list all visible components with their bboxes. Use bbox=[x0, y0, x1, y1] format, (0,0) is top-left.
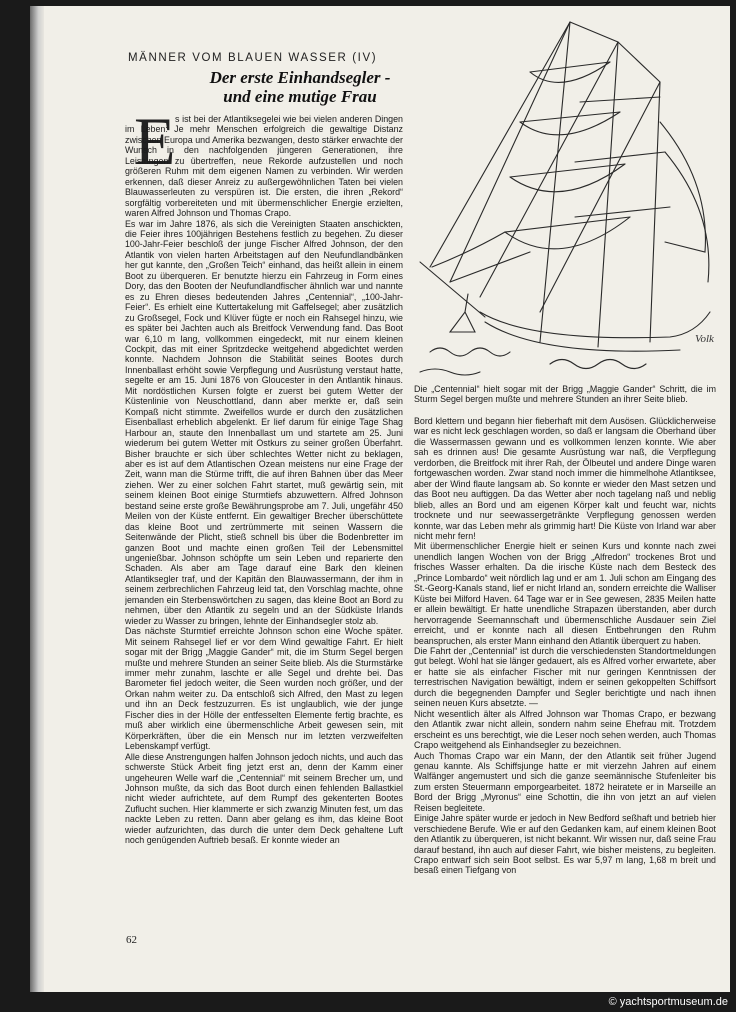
article-headline bbox=[150, 68, 450, 106]
paragraph: Einige Jahre später wurde er jedoch in New Bedford seßhaft und betrieb hier verschiedene Berufe. Wie er auf den Gedanken kam, auf einem kleinen Boot den Atlantik zu überqueren, ist nicht bekannt. Wir wissen nur, daß seine Frau darauf bestand, ihn auch auf dieser Fahrt, wie bisher meistens, zu begleiten. Crapo entwarf sich sein Boot selbst. Es war 5,97 m lang, 1,68 m breit und besaß einen Tiefgang von bbox=[414, 813, 716, 876]
right-text-column bbox=[414, 416, 716, 956]
page-binding bbox=[30, 6, 44, 992]
page-number: 62 bbox=[126, 934, 137, 946]
series-kicker: MÄNNER VOM BLAUEN WASSER (IV) bbox=[128, 52, 378, 64]
artist-signature: Volk bbox=[695, 333, 714, 345]
paragraph: Es war im Jahre 1876, als sich die Vereinigten Staaten anschickten, die Feier ihres 100jährigen Bestehens festlich zu begehen. Zu dieser 100-Jahr-Feier beschloß der junge Fischer Alfred Johnson, der den Atlantik von vielen harten Arbeitstagen auf den Neufundlandbänken her gut kannte, den „Großen Teich“ einhand, das heißt allein in einem Boot zu überqueren. Er benutzte hierzu ein Fahrzeug in Form eines Dory, das den Booten der Neufundlandfischer ähnlich war und nannte es zu Ehren dieses bedeutenden Jahres „Centennial“, „100-Jahr-Feier“. Es erhielt eine Kuttertakelung mit Gaffelsegel; aber zusätzlich zu Großsegel, Fock und Klüver fügte er noch ein Rahsegel hinzu, wie es später bei Jachten auch als Breitfock Verwendung fand. Das Boot war 6,10 m lang, vollkommen eingedeckt, mit nur einem kleinen Cockpit, das mit einer Spritzdecke weitgehend abgedichtet werden konnte. Nachdem Johnson die Stabilität seines Bootes durch Innenballast erhöht sowie Verpflegung und Ausrüstung verstaut hatte, segelte er am 15. Juni 1876 von Gloucester in den Antlantik hinaus. Mit nordöstlichen Kursen folgte er zuerst bei gutem Wetter der Küstenlinie von Neuschottland, dann aber merkte er, daß sein Kompaß nicht stimmte. Zweifellos wurde er durch den zusätzlichen Eisenballast erheblich abgelenkt. Er lief darum für einige Tage Shag Harbour an, staute den Innenballast um und startete am 25. Juni wiederum bei gutem Wetter mit Ostkurs zu seiner großen Überfahrt. Bisher brauchte er sich über schlechtes Wetter nicht zu beklagen, aber es ist auf dem Atlantischen Ozean meistens nur eine Frage der Zeit, wann man die Stürme trifft, die auf ihren Bahnen über das Meer ziehen. Wer zu einer solchen Fahrt startet, muß gewärtig sein, mit seinem kleinen Boot einige Sturmtiefs abzuwettern. Alfred Johnson bestand seine erste große Bewährungsprobe am 7. Juli, ungefähr 450 Meilen von der Küste entfernt. Ein gewaltiger Brecher überschüttete das kleine Boot und zertrümmerte mit seinen Wassern die Seitenwände der Plicht, stieß schnell bis über die Bodenbretter im ganzen Boot und machte einen großen Teil der Lebensmittel ungenießbar. Johnson schöpfte um sein Leben und reparierte den Schaden. Als aber am Tage darauf eine Bark den kleinen Atlantiksegler traf, und der Kapitän den Blauwassermann, der ihm in seinem zerbrechlichen Fahrzeug leid tat, den Vorschlag machte, ohne jemanden ein Sterbenswörtchen zu sagen, das kleine Boot an Bord zu nehmen, über den Atlantik zu segeln und an der Südküste Irlands wieder zu Wasser zu bringen, lehnte der Einhandsegler stolz ab. bbox=[125, 218, 403, 626]
paragraph: Auch Thomas Crapo war ein Mann, der den Atlantik seit früher Jugend genau kannte. Als Schiffsjunge hatte er mit vierzehn Jahren auf einem Walfänger angemustert und sich die ganze seemännische Stufenleiter bis zum ersten Steuermann emporgearbeitet. 1872 heiratete er in Marseille an Bord der Brigg „Myronus“ eine Schottin, die ihn von jetzt an auf vielen Reisen begleitete. bbox=[414, 750, 716, 813]
paragraph: Alle diese Anstrengungen halfen Johnson jedoch nichts, und auch das schwerste Stück Arbeit fing jetzt erst an, denn der Kamm einer ungeheuren Welle warf die „Centennial“ mit seinem Brecher um, und Johnson mußte, da sich das Boot durch einen fehlenden Ballastkiel nicht wieder aufrichtete, auf dem Rumpf des gekenterten Bootes Zuflucht suchen. Hier klammerte er sich zwanzig Minuten fest, um das nackte Leben zu retten. Dann aber gelang es ihm, das kleine Boot wieder aufzurichten, das durch die unter dem Deck gehaltene Luft noch genügenden Auftrieb besaß. Er konnte wieder an bbox=[125, 751, 403, 846]
headline-line-2: und eine mutige Frau bbox=[223, 87, 377, 106]
magazine-page bbox=[30, 6, 730, 992]
paragraph: Mit übermenschlicher Energie hielt er seinen Kurs und konnte nach zwei unendlich langen Wochen von der Brigg „Alfredon“ trockenes Brot und frisches Wasser erhalten. Da die irische Küste nach dem Besteck des „Prince Lombardo“ weit nördlich lag und er am 1. Juli schon am Eingang des St.-Georg-Kanals stand, lief er nicht Irland an, sondern erreichte die Walliser Küste bei Milford Haven. 64 Tage war er in See gewesen, 2835 Meilen hatte er allein bewältigt. Er hatte unendliche Strapazen überstanden, aber durch hervorragende Seemannschaft und übermenschliche Ausdauer sein Ziel erreicht, und er konnte nach all diesen Entbehrungen den Ruhm beanspruchen, als erster Mann einhand den Atlantik überquert zu haben. bbox=[414, 541, 716, 646]
headline-line-1: Der erste Einhandsegler - bbox=[209, 68, 391, 87]
paragraph: Bord klettern und begann hier fieberhaft mit dem Ausösen. Glücklicherweise war es nicht leck geschlagen worden, so daß er langsam die Oberhand über die Wassermassen gewann und es vollkommen lenzen konnte. Wie aber sah es drinnen aus! Die gesamte Ausrüstung war naß, die Verpflegung verdorben, die Breitfock mit ihrer Rah, der Ölbeutel und andere Dinge waren fortgewaschen worden. Zwar stand noch immer die himmelhohe Atlantiksee, aber der Wind flaute langsam ab. So konnte er wieder den Mast setzen und das Boot neu auftiggen. Da das Wetter aber noch tagelang naß und neblig blieb, alles an Bord und am eigenen Körper kalt und feucht war, nichts trocknete und nur seewassergetränkte Verpflegung genossen werden konnte, war das Leben mehr als grimmig hart! Die Küste von Irland war aber nicht mehr fern! bbox=[414, 416, 716, 541]
paragraph: Die Fahrt der „Centennial“ ist durch die verschiedensten Standortmeldungen gut belegt. Wohl hat sie länger gedauert, als es Alfred vorher erwartete, aber er hatte sie als einfacher Fischer mit nur geringen Kenntnissen der terrestrischen Navigation bewältigt, indem er seinen gekoppelten Schiffsort durch die begegnenden Dampfer und Segler berichtigte und nach ihnen seinen neuen Kurs absetzte. — bbox=[414, 645, 716, 709]
paragraph: Das nächste Sturmtief erreichte Johnson schon eine Woche später. Mit seinem Rahsegel lief er vor dem Wind gewaltige Fahrt. Er hielt sogar mit der Brigg „Maggie Gander“ mit, die im Sturm Segel bergen mußte und mehrere Stunden an seiner Seite blieb. Als die Sturmstärke immer mehr zunahm, laschte er alle Segel und drehte bei. Das Barometer fiel jedoch weiter, die Seen wurden noch größer, und der Orkan nahm weiter zu. Da entschloß sich Alfred, den Mast zu legen und ihn an Deck festzuzurren. Es ist unglaublich, wie der junge Fischer dies in der Hölle der entfesselten Elemente fertig brachte, es muß aber wirklich eine übermenschliche Arbeit gewesen sein, mit Körperkräften, über die ein Mensch nur im letzten verzweifelten Lebenskampf verfügt. bbox=[125, 626, 403, 752]
copyright-watermark: © yachtsportmuseum.de bbox=[608, 996, 728, 1008]
illustration-caption: Die „Centennial“ hielt sogar mit der Brigg „Maggie Gander“ Schritt, die im Sturm Segel bergen mußte und mehrere Stunden an ihrer Seite blieb. bbox=[414, 384, 716, 405]
paragraph: Nicht wesentlich älter als Alfred Johnson war Thomas Crapo, er bezwang den Atlantik zwar nicht allein, sondern nahm seine Ehefrau mit. Trotzdem erscheint es uns berechtigt, wie die Leser noch sehen werden, auch Thomas Crapo weitgehend als Einhandsegler zu bezeichnen. bbox=[414, 708, 716, 751]
left-text-column bbox=[125, 114, 403, 944]
paragraph: s ist bei der Atlantiksegelei wie bei vielen anderen Dingen im Leben: Je mehr Menschen erfolgreich die gewaltige Distanz zwischen Europa und Amerika bezwangen, desto stärker erwachte der Wunsch in den nachfolgenden jüngeren Generationen, ihre Leistungen zu übertreffen, neue Rekorde aufzustellen und noch größeren Ruhm mit dem eigenen Namen zu verbinden. Wir werden erkennen, daß dieser Anreiz zu außergewöhnlichen Taten bei vielen Blauwasserleuten zu verspüren ist. Die ersten, die ihren „Rekord“ sorgfältig vorbereiteten und mit übermenschlicher Energie erzielten, waren Alfred Johnson und Thomas Crapo. bbox=[125, 114, 403, 219]
drop-cap: E bbox=[134, 103, 176, 179]
sailing-ship-illustration bbox=[410, 12, 728, 382]
